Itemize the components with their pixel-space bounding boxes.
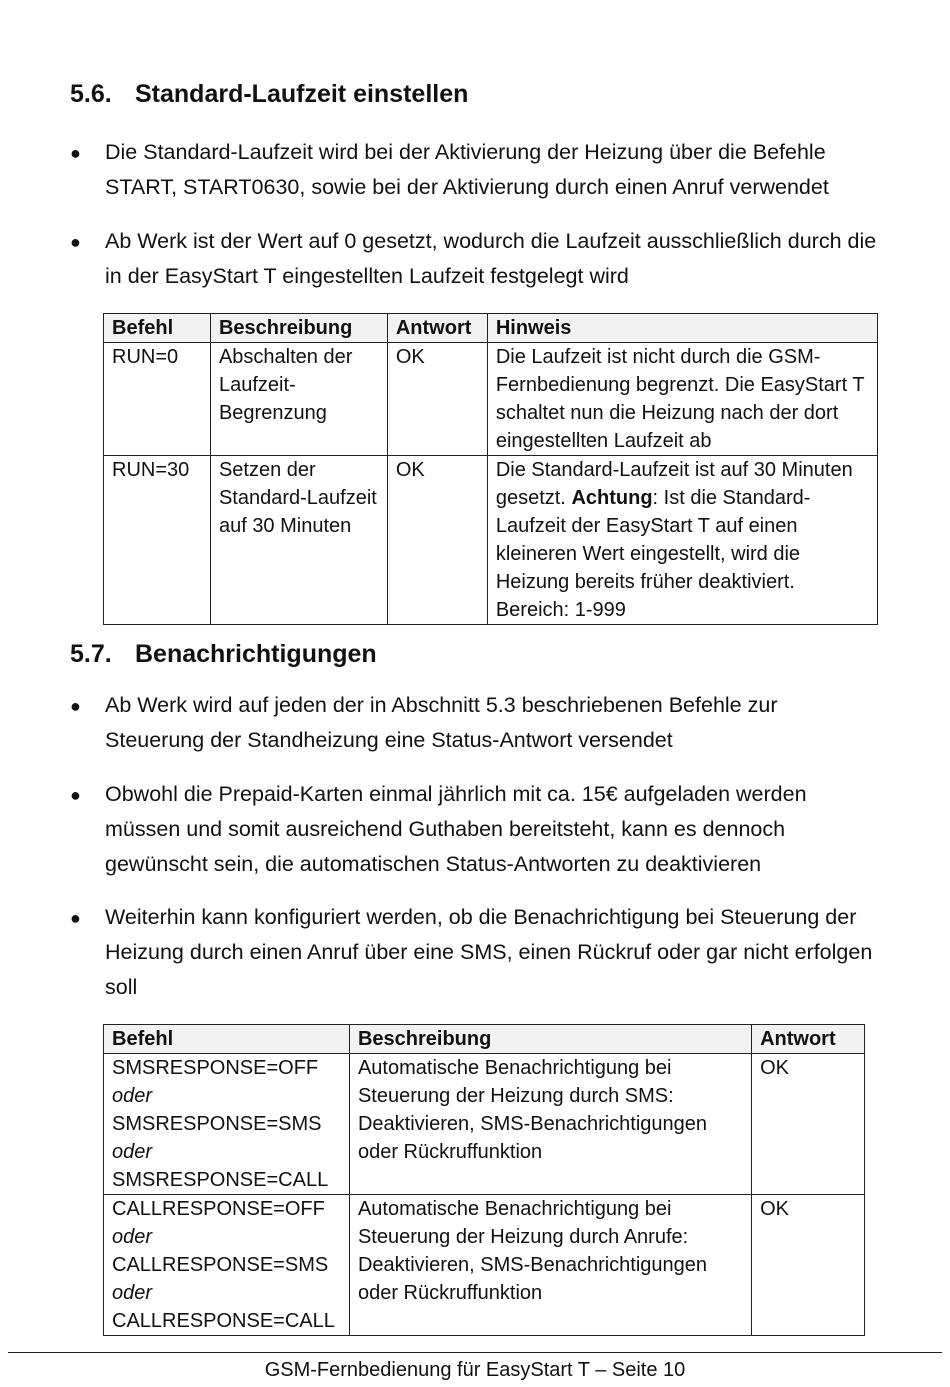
section-number: 5.6.: [70, 80, 112, 108]
table-row: [104, 1195, 865, 1336]
note-text: : Ist die Standard-Laufzeit der EasyStart T auf einen kleineren Wert eingestellt, wird die Heizung bereits früher deaktiviert.: [495, 487, 811, 593]
note-cell: [487, 456, 877, 625]
bullet-icon: ●: [70, 908, 81, 928]
column-header: Beschreibung: [349, 1025, 751, 1054]
column-header: Befehl: [104, 1025, 350, 1054]
table-row: [104, 456, 878, 625]
list-item: [70, 777, 880, 882]
list-item-text: Ab Werk wird auf jeden der in Abschnitt 5.3 beschriebenen Befehle zur Steuerung der Standheizung eine Status-Antwort versendet: [105, 693, 778, 752]
description-cell: Setzen der Standard-Laufzeit auf 30 Minuten: [210, 456, 387, 625]
column-header: Beschreibung: [210, 314, 387, 343]
list-item: [70, 224, 880, 294]
list-item: [70, 688, 880, 758]
section-heading-5-7: [70, 640, 377, 669]
list-item: [70, 900, 880, 1005]
note-warning-label: Achtung: [571, 487, 653, 509]
or-separator: oder: [112, 1085, 153, 1107]
note-cell: Die Laufzeit ist nicht durch die GSM-Fernbedienung begrenzt. Die EasyStart T schaltet nun die Heizung nach der dort eingestellten Laufzeit ab: [487, 343, 877, 456]
section-heading-5-6: [70, 80, 468, 109]
run-commands-table: [103, 313, 878, 625]
command-option: CALLRESPONSE=CALL: [112, 1310, 335, 1332]
bullet-icon: ●: [70, 785, 81, 805]
page-footer: GSM-Fernbedienung für EasyStart T – Seite 10: [264, 1359, 686, 1381]
command-cell: [104, 1195, 350, 1336]
or-separator: oder: [112, 1141, 153, 1163]
bullet-icon: ●: [70, 143, 81, 163]
answer-cell: OK: [752, 1195, 865, 1336]
bullet-icon: ●: [70, 232, 81, 252]
table-row: [104, 1054, 865, 1195]
response-commands-table: [103, 1024, 865, 1336]
command-option: CALLRESPONSE=SMS: [112, 1254, 329, 1276]
or-separator: oder: [112, 1282, 153, 1304]
table-row: [104, 343, 878, 456]
note-text: Die Standard-Laufzeit ist auf 30 Minuten gesetzt.: [495, 459, 853, 509]
command-cell: RUN=0: [104, 343, 211, 456]
table-header-row: [104, 314, 878, 343]
description-cell: Automatische Benachrichtigung bei Steuerung der Heizung durch Anrufe: Deaktivieren, SMS-Benachrichtigungen oder Rückruffunktion: [349, 1195, 751, 1336]
list-item-text: Obwohl die Prepaid-Karten einmal jährlich mit ca. 15€ aufgeladen werden müssen und somit ausreichend Guthaben bereitsteht, kann es dennoch gewünscht sein, die automatischen Status-Antworten zu deaktivieren: [105, 782, 807, 876]
note-range: Bereich: 1-999: [495, 599, 626, 621]
description-cell: Automatische Benachrichtigung bei Steuerung der Heizung durch SMS: Deaktivieren, SMS-Benachrichtigungen oder Rückruffunktion: [349, 1054, 751, 1195]
description-cell: Abschalten der Laufzeit-Begrenzung: [210, 343, 387, 456]
command-option: SMSRESPONSE=OFF: [112, 1057, 319, 1079]
table-header-row: [104, 1025, 865, 1054]
answer-cell: OK: [752, 1054, 865, 1195]
footer-divider: [8, 1352, 942, 1353]
list-item-text: Die Standard-Laufzeit wird bei der Aktivierung der Heizung über die Befehle START, START0630, sowie bei der Aktivierung durch einen Anruf verwendet: [105, 140, 829, 199]
list-item: [70, 135, 880, 205]
or-separator: oder: [112, 1226, 153, 1248]
bullet-icon: ●: [70, 696, 81, 716]
command-option: SMSRESPONSE=CALL: [112, 1169, 329, 1191]
list-item-text: Ab Werk ist der Wert auf 0 gesetzt, wodurch die Laufzeit ausschließlich durch die in der EasyStart T eingestellten Laufzeit festgelegt wird: [105, 229, 877, 288]
answer-cell: OK: [387, 456, 487, 625]
column-header: Antwort: [752, 1025, 865, 1054]
command-option: CALLRESPONSE=OFF: [112, 1198, 325, 1220]
command-cell: [104, 1054, 350, 1195]
command-option: SMSRESPONSE=SMS: [112, 1113, 322, 1135]
section-title: Benachrichtigungen: [135, 640, 377, 668]
column-header: Befehl: [104, 314, 211, 343]
column-header: Antwort: [387, 314, 487, 343]
command-cell: RUN=30: [104, 456, 211, 625]
list-item-text: Weiterhin kann konfiguriert werden, ob die Benachrichtigung bei Steuerung der Heizung durch einen Anruf über eine SMS, einen Rückruf oder gar nicht erfolgen soll: [105, 905, 873, 999]
section-title: Standard-Laufzeit einstellen: [135, 80, 469, 108]
answer-cell: OK: [387, 343, 487, 456]
section-number: 5.7.: [70, 640, 112, 668]
column-header: Hinweis: [487, 314, 877, 343]
